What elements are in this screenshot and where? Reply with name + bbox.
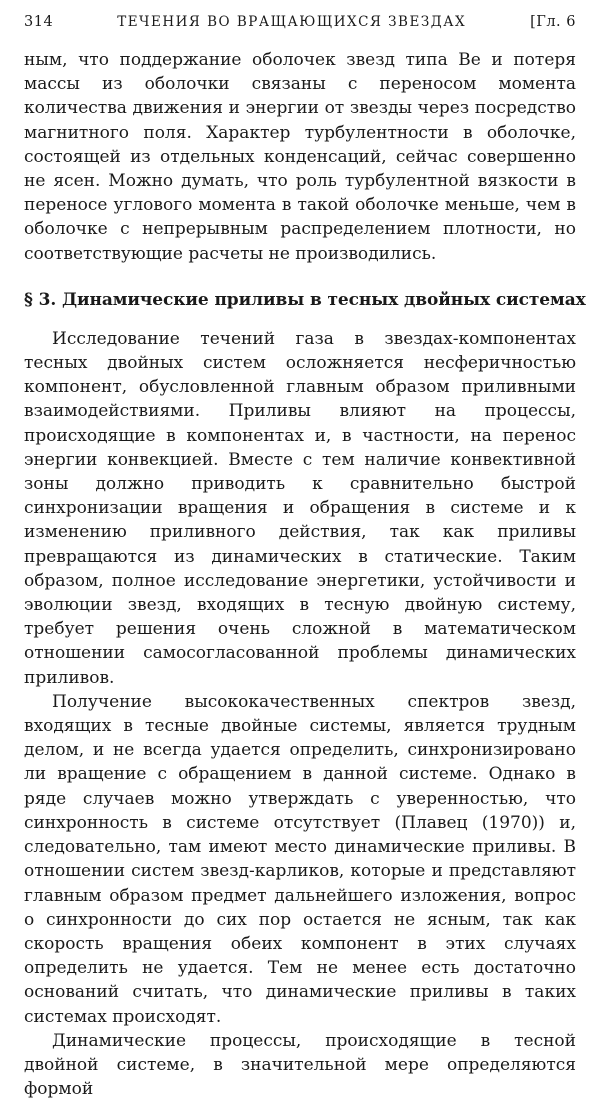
continuation-paragraph: ным, что поддержание оболочек звезд типа Be и потеря массы из оболочки связаны с переносом момента количества движения и энергии от звезды через посредство магнитного поля. Характер турбулентности в оболочке, состоящей из отдельных конденсаций, сейчас совершенно не ясен. Можно думать, что роль турбулентной вязкости в переносе углового момента в такой оболочке меньше, чем в оболочке с непрерывным распределением плотности, но соответствующие расчеты не производились. xyxy=(24,50,576,264)
page-number: 314 xyxy=(24,14,54,30)
section-heading: § 3. Динамические приливы в тесных двойных системах xyxy=(24,289,586,310)
book-page xyxy=(24,14,586,1101)
paragraph-2: Получение высококачественных спектров звезд, входящих в тесные двойные системы, является трудным делом, и не всегда удается определить, синхронизировано ли вращение с обращением в данной системе. Однако в ряде случаев можно утверждать с уверенностью, что синхронность в системе отсутствует (Плавец (1970)) и, следовательно, там имеют место динамические приливы. В отношении систем звезд-карликов, которые и представляют главным образом предмет дальнейшего изложения, вопрос о синхронности до сих пор остается не ясным, так как скорость вращения обеих компонент в этих случаях определить не удается. Тем не менее есть достаточно оснований считать, что динамические приливы в таких системах происходят. xyxy=(24,691,576,1027)
running-header xyxy=(24,14,576,48)
paragraph-3: Динамические процессы, происходящие в тесной двойной системе, в значительной мере определяются формой xyxy=(24,1030,576,1100)
running-title: ТЕЧЕНИЯ ВО ВРАЩАЮЩИХСЯ ЗВЕЗДАХ xyxy=(117,14,467,30)
paragraph-1: Исследование течений газа в звездах-компонентах тесных двойных систем осложняется несферичностью компонент, обусловленной главным образом приливными взаимодействиями. Приливы влияют на процессы, происходящие в компонентах и, в частности, на перенос энергии конвекцией. Вместе с тем наличие конвективной зоны должно приводить к сравнительно быстрой синхронизации вращения и обращения в системе и к изменению приливного действия, так как приливы превращаются из динамических в статические. Таким образом, полное исследование энергетики, устойчивости и эволюции звезд, входящих в тесную двойную систему, требует решения очень сложной в математическом отношении самосогласованной проблемы динамических приливов. xyxy=(24,328,576,688)
chapter-marker: [Гл. 6 xyxy=(530,14,576,30)
